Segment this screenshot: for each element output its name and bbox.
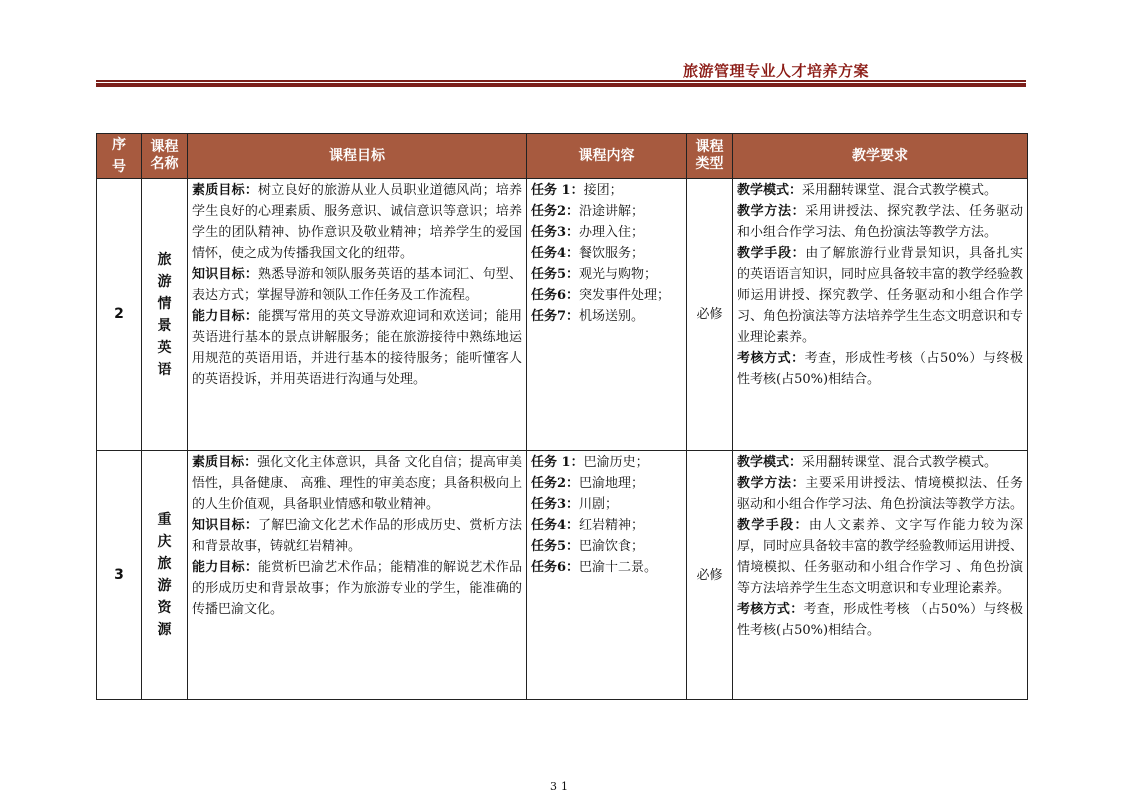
table-header-row	[97, 134, 1028, 179]
req-assessment: 考核方式：考查，形成性考核 （占50%）与终极性考核(占50%)相结合。	[737, 602, 1023, 638]
req-mode: 教学模式：采用翻转课堂、混合式教学模式。	[737, 455, 998, 470]
req-means: 教学手段：由人文素养、文字写作能力较为深厚，同时应具备较丰富的教学经验教师运用讲授、情境模拟、任务驱动和小组合作学习 、角色扮演等方法培养学生生态文明意识和专业理论素养。	[737, 518, 1024, 596]
task-item: 任务5：巴渝饮食；	[531, 539, 645, 554]
course-content	[527, 451, 687, 700]
task-item: 任务4：红岩精神；	[531, 518, 645, 533]
course-table	[96, 133, 1028, 700]
task-item: 任务 1：巴渝历史；	[531, 455, 649, 470]
task-item: 任务7：机场送别。	[531, 309, 645, 324]
task-item: 任务6：突发事件处理；	[531, 288, 671, 303]
header-rule-thin	[96, 80, 1026, 82]
task-item: 任务3：川剧；	[531, 497, 619, 512]
header-name: 课程名称	[142, 134, 188, 179]
req-method: 教学方法：采用讲授法、探究教学法、任务驱动和小组合作学习法、角色扮演法等教学方法。	[737, 204, 1023, 240]
goal-knowledge: 知识目标：熟悉导游和领队服务英语的基本词汇、句型、表达方式；掌握导游和领队工作任务及工作流程。	[192, 267, 522, 303]
task-item: 任务4：餐饮服务；	[531, 246, 645, 261]
header-requirements: 教学要求	[733, 134, 1028, 179]
table-row	[97, 451, 1028, 700]
goal-ability: 能力目标：能赏析巴渝艺术作品；能精准的解说艺术作品的形成历史和背景故事；作为旅游专业的学生，能准确的传播巴渝文化。	[192, 560, 522, 617]
course-name: 旅游情景英语	[142, 179, 188, 451]
course-goals	[188, 179, 527, 451]
task-item: 任务5：观光与购物；	[531, 267, 658, 282]
teaching-requirements	[733, 179, 1028, 451]
header-goal: 课程目标	[188, 134, 527, 179]
header-no: 序号	[97, 134, 142, 179]
table-row	[97, 179, 1028, 451]
course-type: 必修	[687, 179, 733, 451]
header-rule-thick	[96, 83, 1026, 87]
row-number: 2	[97, 179, 142, 451]
task-item: 任务 1：接团；	[531, 183, 623, 198]
header-content: 课程内容	[527, 134, 687, 179]
course-name: 重庆旅游资源	[142, 451, 188, 700]
req-mode: 教学模式：采用翻转课堂、混合式教学模式。	[737, 183, 998, 198]
course-content	[527, 179, 687, 451]
goal-knowledge: 知识目标：了解巴渝文化艺术作品的形成历史、赏析方法和背景故事，铸就红岩精神。	[192, 518, 522, 554]
req-means: 教学手段：由了解旅游行业背景知识，具备扎实的英语语言知识，同时应具备较丰富的教学经验教师运用讲授、探究教学、任务驱动和小组合作学习、角色扮演法等方法培养学生生态文明意识和专业理论素养。	[737, 246, 1024, 345]
row-number: 3	[97, 451, 142, 700]
task-item: 任务2：巴渝地理；	[531, 476, 645, 491]
header-type: 课程类型	[687, 134, 733, 179]
task-item: 任务2：沿途讲解；	[531, 204, 645, 219]
teaching-requirements	[733, 451, 1028, 700]
task-item: 任务6：巴渝十二景。	[531, 560, 658, 575]
goal-quality: 素质目标：强化文化主体意识，具备 文化自信；提高审美悟性，具备健康、 高雅、理性的审美态度；具备积极向上的人生价值观，具备职业情感和敬业精神。	[192, 455, 522, 512]
req-method: 教学方法：主要采用讲授法、情境模拟法、任务驱动和小组合作学习法、角色扮演法等教学方法。	[737, 476, 1024, 512]
running-header-title: 旅游管理专业人才培养方案	[683, 62, 870, 80]
course-type: 必修	[687, 451, 733, 700]
task-item: 任务3：办理入住；	[531, 225, 645, 240]
req-assessment: 考核方式：考查，形成性考核（占50%）与终极性考核(占50%)相结合。	[737, 351, 1023, 387]
page-number: 31	[550, 780, 572, 793]
goal-quality: 素质目标：树立良好的旅游从业人员职业道德风尚；培养学生良好的心理素质、服务意识、诚信意识等意识；培养学生的团队精神、协作意识及敬业精神；培养学生的爱国情怀，使之成为传播我国文化的纽带。	[192, 183, 522, 261]
goal-ability: 能力目标：能撰写常用的英文导游欢迎词和欢送词；能用英语进行基本的景点讲解服务；能在旅游接待中熟练地运用规范的英语用语，并进行基本的接待服务；能听懂客人的英语投诉，并用英语进行沟通与处理。	[192, 309, 522, 387]
course-goals	[188, 451, 527, 700]
